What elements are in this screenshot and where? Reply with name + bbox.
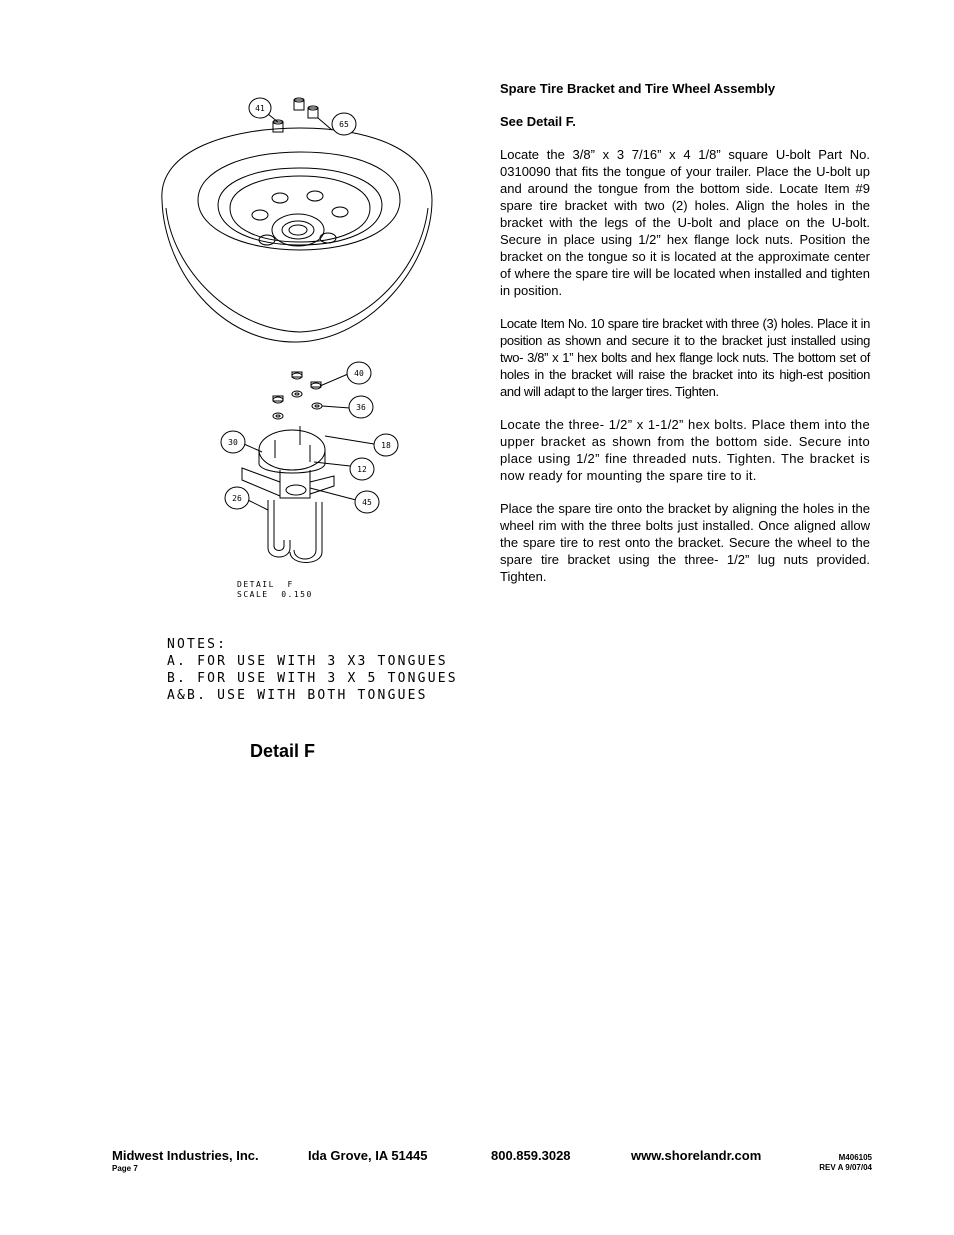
paragraph-mount-tire: Place the spare tire onto the bracket by aligning the holes in the wheel rim with the three bolts just installed. Once aligned allow the spare tire to rest onto the bracket. Secure the wheel to the spare tire bracket using the three- 1/2” lug nuts provided. Tighten. xyxy=(500,501,870,584)
note-ab: A&B. USE WITH BOTH TONGUES xyxy=(167,688,428,703)
see-detail-note: See Detail F. xyxy=(500,114,576,129)
note-a: A. FOR USE WITH 3 X3 TONGUES xyxy=(167,654,448,669)
callout-26: 26 xyxy=(232,494,242,503)
footer-document-info xyxy=(819,1153,872,1173)
callout-45: 45 xyxy=(362,498,372,507)
callout-balloons xyxy=(150,90,450,620)
callout-65: 65 xyxy=(339,120,349,129)
detail-scale-caption xyxy=(237,580,313,600)
drawing-notes xyxy=(167,636,458,704)
notes-heading: NOTES: xyxy=(167,637,228,652)
footer-website: www.shorelandr.com xyxy=(631,1148,762,1163)
page-footer xyxy=(112,1148,872,1173)
callout-30: 30 xyxy=(228,438,238,447)
callout-36: 36 xyxy=(356,403,366,412)
footer-revision: REV A 9/07/04 xyxy=(819,1163,872,1172)
paragraph-bolts: Locate the three- 1/2” x 1-1/2” hex bolts. Place them into the upper bracket as shown from the bottom side. Secure into place using 1/2” fine threaded nuts. Tighten. The bracket is now ready for mounting the spare tire to it. xyxy=(500,417,870,483)
note-b: B. FOR USE WITH 3 X 5 TONGUES xyxy=(167,671,458,686)
callout-40: 40 xyxy=(354,369,364,378)
paragraph-ubolt: Locate the 3/8” x 3 7/16” x 4 1/8” square U-bolt Part No. 0310090 that fits the tongue of your trailer. Place the U-bolt up and around the tongue from the bottom side. Locate Item #9 spare tire bracket with two (2) holes. Align the holes in the bracket with the legs of the U-bolt and place on the U-bolt. Secure in place using 1/2” hex flange lock nuts. Position the bracket on the tongue so it is located at the approximate center of where the spare tire will be located when installed and tighten in position. xyxy=(500,147,870,298)
instructions-column xyxy=(500,80,870,601)
section-title: Spare Tire Bracket and Tire Wheel Assembly xyxy=(500,81,776,96)
footer-phone: 800.859.3028 xyxy=(491,1148,571,1163)
detail-label: DETAIL F xyxy=(237,580,294,589)
detail-f-drawing xyxy=(150,90,450,620)
scale-label: SCALE 0.150 xyxy=(237,590,313,599)
figure-title: Detail F xyxy=(250,741,316,761)
footer-company: Midwest Industries, Inc. xyxy=(112,1148,259,1163)
footer-doc-number: M406105 xyxy=(838,1153,872,1162)
footer-location: Ida Grove, IA 51445 xyxy=(308,1148,428,1163)
callout-12: 12 xyxy=(357,465,367,474)
callout-18: 18 xyxy=(381,441,391,450)
callout-41: 41 xyxy=(255,104,265,113)
footer-page-number: Page 7 xyxy=(112,1164,138,1173)
paragraph-bracket: Locate Item No. 10 spare tire bracket with three (3) holes. Place it in position as shown and secure it to the bracket just installed using two- 3/8” x 1” hex bolts and hex flange lock nuts. The bottom set of holes in the bracket will raise the bracket into its high-est position and will adapt to the larger tires. Tighten. xyxy=(500,316,870,399)
